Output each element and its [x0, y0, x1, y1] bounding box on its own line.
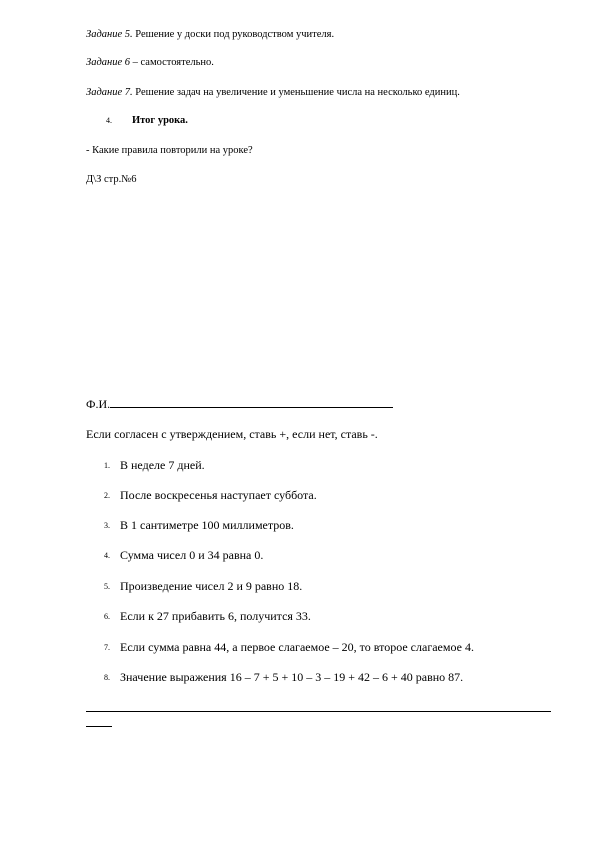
list-item: [104, 549, 263, 561]
fio-label: Ф.И.: [86, 397, 111, 411]
list-item: [104, 459, 205, 471]
list-item: [104, 489, 317, 501]
list-item-number: 2.: [104, 491, 110, 501]
list-item-text: Если сумма равна 44, а первое слагаемое – 20, то второе слагаемое 4.: [120, 640, 474, 654]
worksheet-instruction: Если согласен с утверждением, ставь +, если нет, ставь -.: [86, 427, 378, 441]
task-7-line: [86, 88, 460, 99]
list-item: [104, 519, 294, 531]
fio-blank-line: [110, 406, 393, 408]
task-6-label: Задание 6: [86, 57, 131, 68]
task-6-text: – самостоятельно.: [130, 57, 214, 68]
summary-heading: [86, 116, 188, 127]
list-item-number: 5.: [104, 582, 110, 592]
list-item: [104, 610, 311, 622]
task-5-line: [86, 30, 334, 41]
list-item-number: 1.: [104, 461, 110, 471]
list-item-text: В неделе 7 дней.: [120, 458, 205, 472]
fio-line: [86, 398, 393, 410]
list-item: [104, 671, 463, 683]
list-item-text: В 1 сантиметре 100 миллиметров.: [120, 518, 294, 532]
task-7-label: Задание 7.: [86, 87, 133, 98]
task-7-text: Решение задач на увеличение и уменьшение числа на несколько единиц.: [132, 87, 460, 98]
list-item-number: 8.: [104, 673, 110, 683]
list-item-number: 6.: [104, 612, 110, 622]
list-item-number: 3.: [104, 521, 110, 531]
summary-number: 4.: [106, 115, 112, 125]
summary-title: Итог урока.: [132, 115, 188, 126]
list-item: [104, 580, 302, 592]
list-item-number: 4.: [104, 551, 110, 561]
list-item-text: Сумма чисел 0 и 34 равна 0.: [120, 548, 264, 562]
list-item-text: После воскресенья наступает суббота.: [120, 488, 317, 502]
task-6-line: [86, 58, 214, 69]
list-item-number: 7.: [104, 643, 110, 653]
short-separator-line: [86, 726, 112, 727]
list-item-text: Если к 27 прибавить 6, получится 33.: [120, 609, 311, 623]
homework-line: Д\З стр.№6: [86, 174, 137, 185]
list-item-text: Значение выражения 16 – 7 + 5 + 10 – 3 – 19 + 42 – 6 + 40 равно 87.: [120, 670, 464, 684]
task-5-text: Решение у доски под руководством учителя.: [132, 29, 335, 40]
review-question: - Какие правила повторили на уроке?: [86, 145, 253, 156]
list-item-text: Произведение чисел 2 и 9 равно 18.: [120, 579, 303, 593]
list-item: [104, 641, 474, 653]
task-5-label: Задание 5.: [86, 29, 133, 40]
separator-line: [86, 711, 551, 712]
